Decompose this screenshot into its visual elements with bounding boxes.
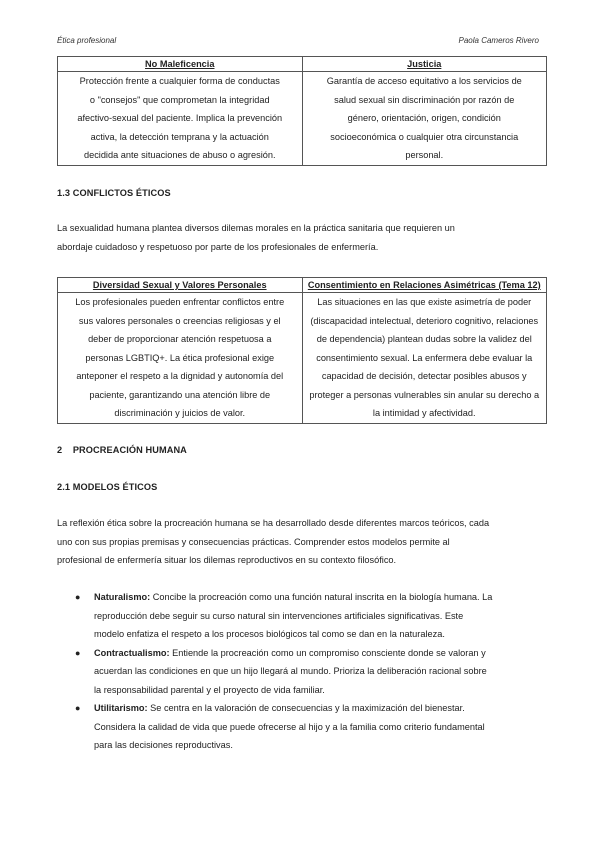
table-header-justicia: Justicia [302, 57, 547, 72]
paragraph-modelos [57, 514, 547, 570]
conflicts-table [57, 277, 547, 424]
section-title-procreacion: 2 PROCREACIÓN HUMANA [57, 445, 187, 455]
cell-line: discriminación y juicios de valor. [114, 408, 246, 418]
cell-line: o "consejos" que comprometan la integridad [89, 94, 270, 105]
bullet-icon: ● [75, 592, 81, 602]
para-line: uno con sus propias premisas y consecuencias prácticas. Comprender estos modelos permite al [57, 536, 450, 547]
section-title-conflictos: 1.3 CONFLICTOS ÉTICOS [57, 188, 171, 198]
cell-line: Garantía de acceso equitativo a los servicios de [326, 76, 522, 86]
para-line: La reflexión ética sobre la procreación humana se ha desarrollado desde diferentes marcos teóricos, cada [57, 518, 490, 528]
term-naturalismo: Naturalismo: [94, 592, 151, 602]
term-contractualismo: Contractualismo: [94, 647, 170, 658]
item-line: la responsabilidad parental y el proyecto de vida familiar. [94, 684, 325, 695]
cell-line: socioeconómica o cualquier otra circunstancia [330, 131, 519, 142]
cell-line: afectivo-sexual del paciente. Implica la prevención [77, 113, 283, 123]
cell-line: consentimiento sexual. La enfermera debe evaluar la [316, 352, 533, 363]
para-line: profesional de enfermería situar los dilemas reproductivos en su contexto filosófico. [57, 555, 397, 565]
header-right: Paola Cameros Rivero [458, 36, 539, 45]
term-utilitarismo: Utilitarismo: [94, 703, 148, 713]
table-header-consentimiento: Consentimiento en Relaciones Asimétricas (Tema 12) [302, 278, 547, 293]
table-header-no-maleficencia: No Maleficencia [58, 57, 303, 72]
cell-line: Los profesionales pueden enfrentar conflictos entre [75, 297, 285, 307]
cell-line: activa, la detección temprana y la actuación [90, 131, 269, 142]
cell-line: género, orientación, origen, condición [347, 113, 501, 123]
item-line: modelo enfatiza el respeto a los procesos biológicos tal como se dan en la naturaleza. [94, 629, 445, 639]
section-title-modelos: 2.1 MODELOS ÉTICOS [57, 482, 158, 492]
para-line: La sexualidad humana plantea diversos dilemas morales en la práctica sanitaria que requieren un [57, 223, 455, 233]
list-item-contractualismo [57, 644, 547, 700]
cell-line: decidida ante situaciones de abuso o agresión. [83, 150, 276, 160]
header-left: Ética profesional [57, 36, 117, 45]
item-line: Considera la calidad de vida que puede ofrecerse al hijo y a la familia como criterio fundamental [94, 721, 485, 732]
table-cell-justicia [302, 72, 547, 166]
bullet-icon: ● [75, 703, 81, 713]
item-line: para las decisiones reproductivas. [94, 740, 233, 750]
cell-line: anteponer el respeto a la dignidad y autonomía del [76, 371, 284, 381]
list-item-naturalismo [57, 588, 547, 644]
cell-line: salud sexual sin discriminación por razón de [334, 94, 515, 105]
cell-line: Protección frente a cualquier forma de conductas [79, 76, 280, 86]
para-line: abordaje cuidadoso y respetuoso por parte de los profesionales de enfermería. [57, 241, 379, 252]
item-text: Se centra en la valoración de consecuencias y la maximización del bienestar. [147, 703, 465, 713]
cell-line: capacidad de decisión, detectar posibles abusos y [321, 371, 527, 381]
principles-table [57, 56, 547, 166]
cell-line: la intimidad y afectividad. [372, 408, 476, 418]
table-cell-no-maleficencia [58, 72, 303, 166]
cell-line: Las situaciones en las que existe asimetría de poder [317, 297, 532, 307]
ethical-models-list [57, 588, 547, 755]
table-cell-consentimiento [302, 293, 547, 424]
item-line: acuerdan las condiciones en que un hijo llegará al mundo. Prioriza la deliberación racional sobre [94, 666, 487, 676]
cell-line: personas LGBTIQ+. La ética profesional exige [85, 352, 275, 363]
cell-line: deber de proporcionar atención respetuosa a [88, 334, 272, 344]
cell-line: personal. [405, 150, 444, 160]
item-line: reproducción debe seguir su curso natural sin intervenciones artificiales significativas. Este [94, 610, 464, 621]
list-item-utilitarismo [57, 699, 547, 755]
cell-line: de dependencia) plantean dudas sobre la validez del [316, 334, 532, 344]
cell-line: (discapacidad intelectual, deterioro cognitivo, relaciones [310, 315, 539, 326]
paragraph-conflictos [57, 219, 547, 256]
cell-line: proteger a personas vulnerables sin anular su derecho a [309, 389, 540, 400]
table-header-diversidad: Diversidad Sexual y Valores Personales [58, 278, 303, 293]
cell-line: sus valores personales o creencias religiosas y el [78, 315, 281, 326]
item-text: Entiende la procreación como un compromiso consciente donde se valoran y [169, 647, 486, 658]
table-cell-diversidad [58, 293, 303, 424]
item-text: Concibe la procreación como una función natural inscrita en la biología humana. La [150, 592, 493, 602]
bullet-icon: ● [75, 647, 81, 658]
cell-line: paciente, garantizando una atención libre de [89, 389, 271, 400]
